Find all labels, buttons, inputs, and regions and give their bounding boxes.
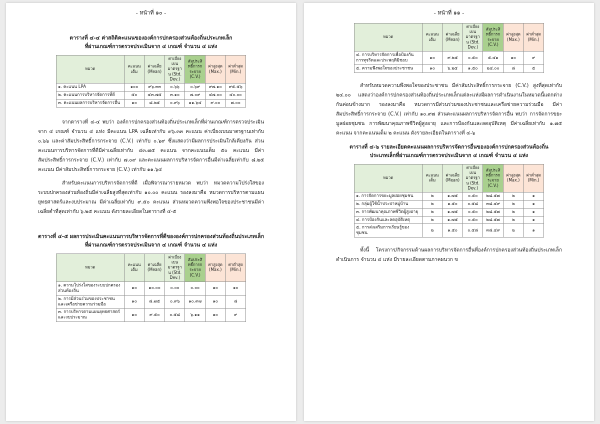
cell-cv: ๓๘.๔๙ [483,200,503,208]
cell-std-dev: ๐.๕๘ [463,200,483,208]
cell-cv: ๓๘.๔๙ [483,224,503,237]
row-label: ๑. ความโปร่งใสของระบบปกครองส่วนท้องถิ่น [56,282,124,295]
table-row [56,83,246,91]
table-row [56,99,246,107]
caption-line: ตารางที่ ๔-๔ ค่าสถิติคะแนนขององค์การปกครองส่วนท้องถิ่นประเภทเล็ก [69,35,233,41]
table-caption-4-6 [304,143,594,160]
cell-full-score: ๑๐ [422,65,442,73]
table-header-row [56,55,246,83]
column-header-category: หมวด [56,254,124,282]
cell-mean: ๖.๒๕ [442,65,462,73]
cell-min: ๑ [523,200,543,208]
row-label: ๓. การพัฒนาคุณภาพชีวิตผู้สูงอายุ [354,208,422,216]
cell-full-score: ๒ [422,200,442,208]
column-header-min: ค่าต่ำสุด (Min.) [523,164,543,192]
column-header-std-dev: ค่าเบี่ยงเบนมาตรฐาน (Std. Dev.) [165,254,185,282]
table-caption-4-5 [6,232,296,249]
row-label: ๓. การบริหารตามแผนยุทธศาสตร์ และงบประมาณ [56,308,124,321]
caption-line: ตารางที่ ๔-๖ รายละเอียดคะแนนผลการบริหารจัดการอื่นขององค์การปกครองส่วนท้องถิ่น [349,143,549,150]
table-head [354,164,544,192]
column-header-cv: สัมประสิทธิ์การกระจาย (C.V.) [185,254,205,282]
cell-std-dev: ๐.๕๘ [463,224,483,237]
page-number-label: - หน้าที่ ๑๐ - [135,9,167,16]
cell-max: ๑๐ [503,51,523,64]
column-header-min: ค่าต่ำสุด (Min.) [523,23,543,51]
cell-cv: ๐.๐๐ [185,282,205,295]
column-header-cv: สัมประสิทธิ์การกระจาย (C.V.) [483,23,503,51]
cell-max: ๙๗.๑๐ [205,83,225,91]
cell-full-score: ๒ [422,192,442,200]
row-label: ๔. การป้องกันและลดอุบัติเหตุ [354,216,422,224]
cell-min: ๑ [523,192,543,200]
cell-max: ๒ [503,192,523,200]
cell-full-score: ๑๐ [124,99,144,107]
left-page [6,3,296,421]
table-row [354,192,544,200]
row-label: ๒. กลุ่มผู้ใช้น้ำประปาหมู่บ้าน [354,200,422,208]
cell-full-score: ๑๐ [422,51,442,64]
cell-full-score: ๑๐ [124,295,144,308]
row-label: ๒. การมีส่วนร่วมของประชาชน และเครือข่ายความร่วมมือ [56,295,124,308]
table-body [354,51,544,72]
column-header-mean: ค่าเฉลี่ย (Mean) [144,55,164,83]
table-header-row [56,254,246,282]
body-paragraph: สำหรับคะแนนการบริหารจัดการที่ดี เมื่อพิจารณารายหมวด พบว่า หมวดความโปร่งใสของระบบปกครองส่วนท้องถิ่นมีค่าเฉลี่ยสูงที่สุดเท่ากับ ๑๐.๐๐ คะแนน รองลงมาคือ หมวดการบริหารตามแผนยุทธศาสตร์และงบประมาณ มีค่าเฉลี่ยเท่ากับ ๙.๕๐ คะแนน ส่วนหมวดความพึงพอใจของประชาชนมีค่าเฉลี่ยต่ำที่สุดเท่ากับ ๖.๒๕ คะแนน ดังรายละเอียดในตารางที่ ๔-๕ [38,180,264,215]
table-4-6-other-management [354,164,544,238]
table-caption-4-4 [6,34,296,51]
column-header-max: ค่าสูงสุด (Max.) [205,254,225,282]
cell-max: ๑๐ [205,282,225,295]
body-paragraph: ทั้งนี้ โครงการ/กิจกรรมด้านผลการบริหารจัดการอื่นที่องค์การปกครองส่วนท้องถิ่นประเภทเล็กดำเนินการ จำนวน ๔ แห่ง มีรายละเอียดตามภาคผนวก ข [336,247,562,263]
cell-min: ๕ [523,65,543,73]
cell-full-score: ๕๐ [124,91,144,99]
table-row [56,282,246,295]
cell-cv: ๒๔.๐๐ [483,65,503,73]
cell-std-dev: ๐.๙๖ [165,99,185,107]
column-header-std-dev: ค่าเบี่ยงเบนมาตรฐาน (Std. Dev.) [463,23,483,51]
caption-line: ที่ผ่านเกณฑ์การตรวจประเมินจาก ๔ เกณฑ์ จำนวน ๔ แห่ง [84,241,218,248]
column-header-min: ค่าต่ำสุด (Min.) [225,254,245,282]
cell-max: ๙.๐๐ [205,99,225,107]
table-head [56,55,246,83]
cell-cv: ๑๑.๖๔ [185,99,205,107]
column-header-full-score: คะแนนเต็ม [422,23,442,51]
table-4-5-good-governance [56,253,246,322]
cell-cv: ๑๐.๙๗ [185,295,205,308]
cell-max: ๔๗.๐๐ [205,91,225,99]
cell-min: ๑ [523,216,543,224]
cell-std-dev: ๐.๖๖ [165,83,185,91]
cell-std-dev: ๐.๕๐ [463,216,483,224]
cell-full-score: ๑๐ [124,308,144,321]
caption-line: ตารางที่ ๔-๕ ผลการประเมินคะแนนการบริหารจัดการที่ดีขององค์การปกครองส่วนท้องถิ่นประเภทเล็ก [37,233,265,240]
cell-std-dev: ๐.๕๐ [463,51,483,64]
cell-max: ๒ [503,224,523,237]
cell-max: ๘ [503,65,523,73]
column-header-cv: สัมประสิทธิ์การกระจาย (C.V.) [483,164,503,192]
cell-mean: ๔๓.๗๕ [144,91,164,99]
cell-cv: ๒๘.๕๗ [483,216,503,224]
cell-mean: ๘.๗๕ [144,295,164,308]
column-header-full-score: คะแนนเต็ม [124,254,144,282]
column-header-max: ค่าสูงสุด (Max.) [503,23,523,51]
caption-line: ประเภทเล็กที่ผ่านเกณฑ์การตรวจประเมินจาก ๔ เกณฑ์ จำนวน ๔ แห่ง [369,152,529,159]
cell-min: ๔๐.๐๐ [225,91,245,99]
row-label: ๑. คะแนน LPA [56,83,124,91]
table-row [354,224,544,237]
cell-min: ๑๐ [225,282,245,295]
cell-max: ๒ [503,200,523,208]
column-header-full-score: คะแนนเต็ม [422,164,442,192]
column-header-max: ค่าสูงสุด (Max.) [503,164,523,192]
table-row [354,200,544,208]
cell-full-score: ๒ [422,208,442,216]
cell-min: ๙ [225,308,245,321]
cell-std-dev: ๐.๕๐ [463,192,483,200]
table-header-row [354,23,544,51]
cell-mean: ๑.๕๐ [442,200,462,208]
table-row [56,91,246,99]
row-label: ๓. คะแนนผลการบริหารจัดการอื่น [56,99,124,107]
page-number-label: - หน้าที่ ๑๑ - [433,9,465,16]
table-row [56,308,246,321]
column-header-category: หมวด [354,164,422,192]
column-header-max: ค่าสูงสุด (Max.) [205,55,225,83]
table-body [56,83,246,107]
cell-max: ๒ [503,208,523,216]
cell-mean: ๙๖.๓๓ [144,83,164,91]
table-4-5-continued [354,23,544,73]
table-4-4-score-summary [56,55,246,107]
column-header-category: หมวด [56,55,124,83]
row-label: ๕. ความพึงพอใจของประชาชน [354,65,422,73]
cell-mean: ๑.๗๕ [442,192,462,200]
table-header-row [354,164,544,192]
caption-line: ที่ผ่านเกณฑ์การตรวจประเมินจาก ๔ เกณฑ์ จำนวน ๔ แห่ง [84,43,218,50]
cell-full-score: ๒ [422,216,442,224]
right-page [304,3,594,421]
table-head [56,254,246,282]
table-row [354,208,544,216]
column-header-mean: ค่าเฉลี่ย (Mean) [442,23,462,51]
column-header-full-score: คะแนนเต็ม [124,55,144,83]
cell-cv: ๒๘.๕๗ [483,192,503,200]
column-header-std-dev: ค่าเบี่ยงเบนมาตรฐาน (Std. Dev.) [463,164,483,192]
cell-full-score: ๑๐๐ [124,83,144,91]
cell-max: ๑๐ [205,308,225,321]
cell-cv: ๐.๖๙ [185,83,205,91]
column-header-mean: ค่าเฉลี่ย (Mean) [144,254,164,282]
cell-cv: ๕.๔๑ [483,51,503,64]
column-header-min: ค่าต่ำสุด (Min.) [225,55,245,83]
body-paragraph: จากตารางที่ ๔-๔ พบว่า องค์การปกครองส่วนท้องถิ่นประเภทเล็กที่ผ่านเกณฑ์การตรวจประเมินจาก ๔ เกณฑ์ จำนวน ๔ แห่ง มีคะแนน LPA เฉลี่ยเท่ากับ ๙๖.๓๓ คะแนน ค่าเบี่ยงเบนมาตรฐานเท่ากับ ๐.๖๖ และค่าสัมประสิทธิ์การกระจาย (C.V.) เท่ากับ ๐.๖๙ ซึ่งแสดงว่ามีผลการประเมินใกล้เคียงกัน ส่วนคะแนนการบริหารจัดการที่ดีมีค่าเฉลี่ยเท่ากับ ๔๓.๗๕ คะแนน จากคะแนนเต็ม ๕๐ คะแนน มีค่าสัมประสิทธิ์การกระจาย (C.V.) เท่ากับ ๗.๐๙ และคะแนนผลการบริหารจัดการอื่นมีค่าเฉลี่ยเท่ากับ ๘.๒๕ คะแนน มีค่าสัมประสิทธิ์การกระจาย (C.V.) เท่ากับ ๑๑.๖๔ [38,119,264,173]
table-body [56,282,246,322]
cell-mean: ๙.๕๐ [144,308,164,321]
cell-std-dev: ๐.๐๐ [165,282,185,295]
cell-std-dev: ๑.๕๐ [463,65,483,73]
cell-mean: ๑๐.๐๐ [144,282,164,295]
body-paragraph: สำหรับหมวดความพึงพอใจของประชาชน มีค่าสัมประสิทธิ์การกระจาย (C.V.) สูงที่สุดเท่ากับ ๒๔.๐๐ แสดงว่าองค์การปกครองส่วนท้องถิ่นประเภทเล็กแต่ละแห่งมีผลการดำเนินงานในหมวดนี้แตกต่างกันค่อนข้างมาก รองลงมาคือ หมวดการมีส่วนร่วมของประชาชนและเครือข่ายความร่วมมือ มีค่าสัมประสิทธิ์การกระจาย (C.V.) เท่ากับ ๑๐.๙๗ ส่วนคะแนนผลการบริหารจัดการอื่น พบว่า การจัดการขยะมูลฝอยชุมชน การพัฒนาคุณภาพชีวิตผู้สูงอายุ และการป้องกันและลดอุบัติเหตุ มีค่าเฉลี่ยเท่ากับ ๑.๗๕ คะแนน จากคะแนนเต็ม ๒ คะแนน ดังรายละเอียดในตารางที่ ๔-๖ [336,82,562,136]
cell-min: ๑ [523,208,543,216]
table-body [354,192,544,237]
cell-std-dev: ๐.๕๘ [165,308,185,321]
table-row [354,216,544,224]
table-row [354,65,544,73]
row-label: ๔. การบริหารจัดการเพื่อป้องกันการทุจริตและประพฤติมิชอบ [354,51,422,64]
cell-mean: ๘.๒๕ [144,99,164,107]
cell-max: ๒ [503,216,523,224]
column-header-cv: สัมประสิทธิ์การกระจาย (C.V.) [185,55,205,83]
cell-max: ๑๐ [205,295,225,308]
cell-mean: ๙.๒๕ [442,51,462,64]
column-header-category: หมวด [354,23,422,51]
row-label: ๒. คะแนนการบริหารจัดการที่ดี [56,91,124,99]
table-row [354,51,544,64]
cell-std-dev: ๐.๙๖ [165,295,185,308]
cell-min: ๗.๐๐ [225,99,245,107]
cell-std-dev: ๓.๑๐ [165,91,185,99]
cell-full-score: ๑๐ [124,282,144,295]
cell-min: ๘ [225,295,245,308]
cell-min: ๙ [523,51,543,64]
cell-min: ๙๕.๕๖ [225,83,245,91]
cell-std-dev: ๐.๕๐ [463,208,483,216]
cell-min: ๑ [523,224,543,237]
column-header-std-dev: ค่าเบี่ยงเบนมาตรฐาน (Std. Dev.) [165,55,185,83]
cell-full-score: ๒ [422,224,442,237]
cell-cv: ๖.๑๑ [185,308,205,321]
table-row [56,295,246,308]
cell-mean: ๑.๕๐ [442,224,462,237]
cell-cv: ๗.๐๙ [185,91,205,99]
cell-cv: ๒๘.๕๗ [483,208,503,216]
column-header-mean: ค่าเฉลี่ย (Mean) [442,164,462,192]
row-label: ๕. การส่งเสริมการเรียนรู้ของชุมชน [354,224,422,237]
cell-mean: ๑.๗๕ [442,208,462,216]
table-head [354,23,544,51]
cell-mean: ๑.๗๕ [442,216,462,224]
row-label: ๑. การจัดการขยะมูลฝอยชุมชน [354,192,422,200]
